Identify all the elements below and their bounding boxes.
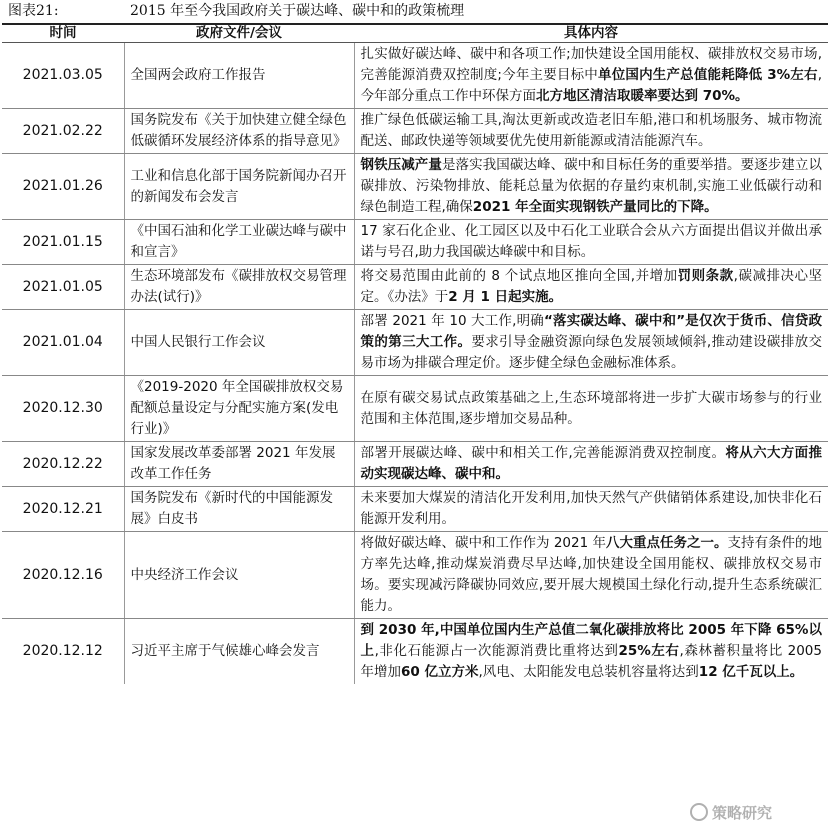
row-content (354, 265, 828, 310)
table-row (2, 310, 828, 376)
watermark (690, 800, 820, 824)
content-text: ,非化石能源占一次能源消费比重将达到 (374, 643, 619, 659)
content-emphasis: “落实碳达峰、碳中和”是仅次于货币、信贷政策的第三大工作。 (360, 313, 822, 350)
table-row (2, 619, 828, 685)
row-date: 2020.12.22 (2, 442, 124, 487)
row-content (354, 487, 828, 532)
content-emphasis: 2021 年全面实现钢铁产量同比的下降。 (472, 199, 718, 215)
row-date: 2020.12.16 (2, 532, 124, 619)
row-date: 2020.12.12 (22, 643, 103, 659)
table-row (2, 376, 828, 442)
content-emphasis: 到 2030 年,中国单位国内生产总值二氧化碳排放将比 2005 年下降 65%以上 (360, 622, 822, 659)
table-row (2, 532, 828, 619)
row-date: 2021.01.26 (2, 154, 124, 220)
row-content (354, 154, 828, 220)
header-document: 政府文件/会议 (124, 24, 354, 43)
watermark-text: 策略研究 (712, 803, 773, 822)
row-date: 2021.01.05 (2, 265, 124, 310)
row-document: 全国两会政府工作报告 (124, 43, 354, 109)
content-emphasis: 25%左右 (618, 643, 680, 659)
content-text: 推广绿色低碳运输工具,淘汰更新或改造老旧车船,港口和机场服务、城市物流配送、邮政快递等领域要优先使用新能源或清洁能源汽车。 (360, 112, 822, 149)
content-text: 是落实我国碳达峰、碳中和目标任务的重要举措。要逐步建立以碳排放、污染物排放、能耗总量为依据的存量约束机制,实施工业低碳行动和绿色制造工程,确保 (360, 157, 823, 215)
row-content (354, 220, 828, 265)
row-document: 《中国石油和化学工业碳达峰与碳中和宣言》 (124, 220, 354, 265)
row-document: 中央经济工作会议 (124, 532, 354, 619)
content-emphasis: 北方地区清洁取暖率要达到 70%。 (536, 88, 749, 104)
row-document: 国务院发布《新时代的中国能源发展》白皮书 (124, 487, 354, 532)
row-document: 生态环境部发布《碳排放权交易管理办法(试行)》 (124, 265, 354, 310)
content-text: ,碳减排决心坚定。《办法》于 (360, 268, 823, 305)
content-text: 未来要加大煤炭的清洁化开发利用,加快天然气产供储销体系建设,加快非化石能源开发利用。 (360, 490, 822, 527)
content-text: ,森林蓄积量将比 2005 年增加 (360, 643, 822, 680)
row-content (354, 310, 828, 376)
header-content: 具体内容 (354, 24, 828, 43)
figure-caption (0, 0, 830, 22)
table-row (2, 265, 828, 310)
content-emphasis: 罚则条款 (677, 268, 734, 284)
content-emphasis: 钢铁压减产量 (360, 157, 442, 173)
table-row (2, 220, 828, 265)
content-text: 在原有碳交易试点政策基础之上,生态环境部将进一步扩大碳市场参与的行业范围和主体范围,逐步增加交易品种。 (360, 389, 822, 427)
content-text: 17 家石化企业、化工园区以及中石化工业联合会从六方面提出倡议并做出承诺与号召,助力我国碳达峰碳中和目标。 (360, 223, 822, 260)
row-date: 2020.12.30 (2, 376, 124, 442)
content-emphasis: 2 月 1 日起实施。 (448, 289, 563, 305)
row-date: 2020.12.21 (2, 487, 124, 532)
row-content (354, 109, 828, 154)
figure-title: 2015 年至今我国政府关于碳达峰、碳中和的政策梳理 (130, 3, 465, 19)
table-row (2, 109, 828, 154)
row-content (354, 442, 828, 487)
content-emphasis: 单位国内生产总值能耗降低 3%左右 (598, 67, 818, 83)
header-date: 时间 (2, 24, 124, 43)
content-text: 将做好碳达峰、碳中和工作作为 2021 年 (360, 535, 606, 551)
row-document: 《2019-2020 年全国碳排放权交易配额总量设定与分配实施方案(发电行业)》 (124, 376, 354, 442)
row-date: 2021.03.05 (2, 43, 124, 109)
row-document: 习近平主席于气候雄心峰会发言 (124, 619, 354, 685)
row-content (354, 619, 828, 685)
content-text: 支持有条件的地方率先达峰,推动煤炭消费尽早达峰,加快建设全国用能权、碳排放权交易市场。要实现减污降碳协同效应,要开展大规模国土绿化行动,提升生态系统碳汇能力。 (360, 535, 822, 614)
row-date: 2021.01.04 (2, 310, 124, 376)
row-content (354, 532, 828, 619)
content-text: ,风电、太阳能发电总装机容量将达到 (478, 664, 699, 680)
content-emphasis: 将从六大方面推动实现碳达峰、碳中和。 (360, 445, 823, 482)
content-text: 要求引导金融资源向绿色发展领域倾斜,推动建设碳排放交易市场为排碳合理定价。逐步健全绿色金融标准体系。 (360, 334, 823, 371)
content-text: ,今年部分重点工作中环保方面 (360, 67, 822, 104)
content-emphasis: 60 亿立方米 (401, 664, 479, 680)
policy-table-body (2, 43, 828, 685)
table-row (2, 154, 828, 220)
row-content (354, 43, 828, 109)
table-header-row (2, 24, 828, 43)
row-content (354, 376, 828, 442)
content-text: 部署 2021 年 10 大工作,明确 (360, 313, 544, 329)
watermark-logo-icon (690, 803, 708, 821)
row-document: 中国人民银行工作会议 (124, 310, 354, 376)
content-text: 扎实做好碳达峰、碳中和各项工作;加快建设全国用能权、碳排放权交易市场,完善能源消费双控制度;今年主要目标中 (360, 46, 822, 83)
table-row (2, 43, 828, 109)
table-row (2, 442, 828, 487)
content-emphasis: 12 亿千瓦以上。 (698, 664, 804, 680)
row-document: 国务院发布《关于加快建立健全绿色低碳循环发展经济体系的指导意见》 (124, 109, 354, 154)
policy-table (2, 23, 828, 684)
row-document: 工业和信息化部于国务院新闻办召开的新闻发布会发言 (124, 154, 354, 220)
content-emphasis: 八大重点任务之一。 (605, 535, 728, 551)
row-document: 国家发展改革委部署 2021 年发展改革工作任务 (124, 442, 354, 487)
content-text: 部署开展碳达峰、碳中和相关工作,完善能源消费双控制度。 (360, 445, 726, 461)
row-date: 2021.01.15 (2, 220, 124, 265)
row-date: 2021.02.22 (2, 109, 124, 154)
content-text: 将交易范围由此前的 8 个试点地区推向全国,并增加 (360, 268, 678, 284)
table-row (2, 487, 828, 532)
figure-label: 图表21: (8, 3, 59, 19)
